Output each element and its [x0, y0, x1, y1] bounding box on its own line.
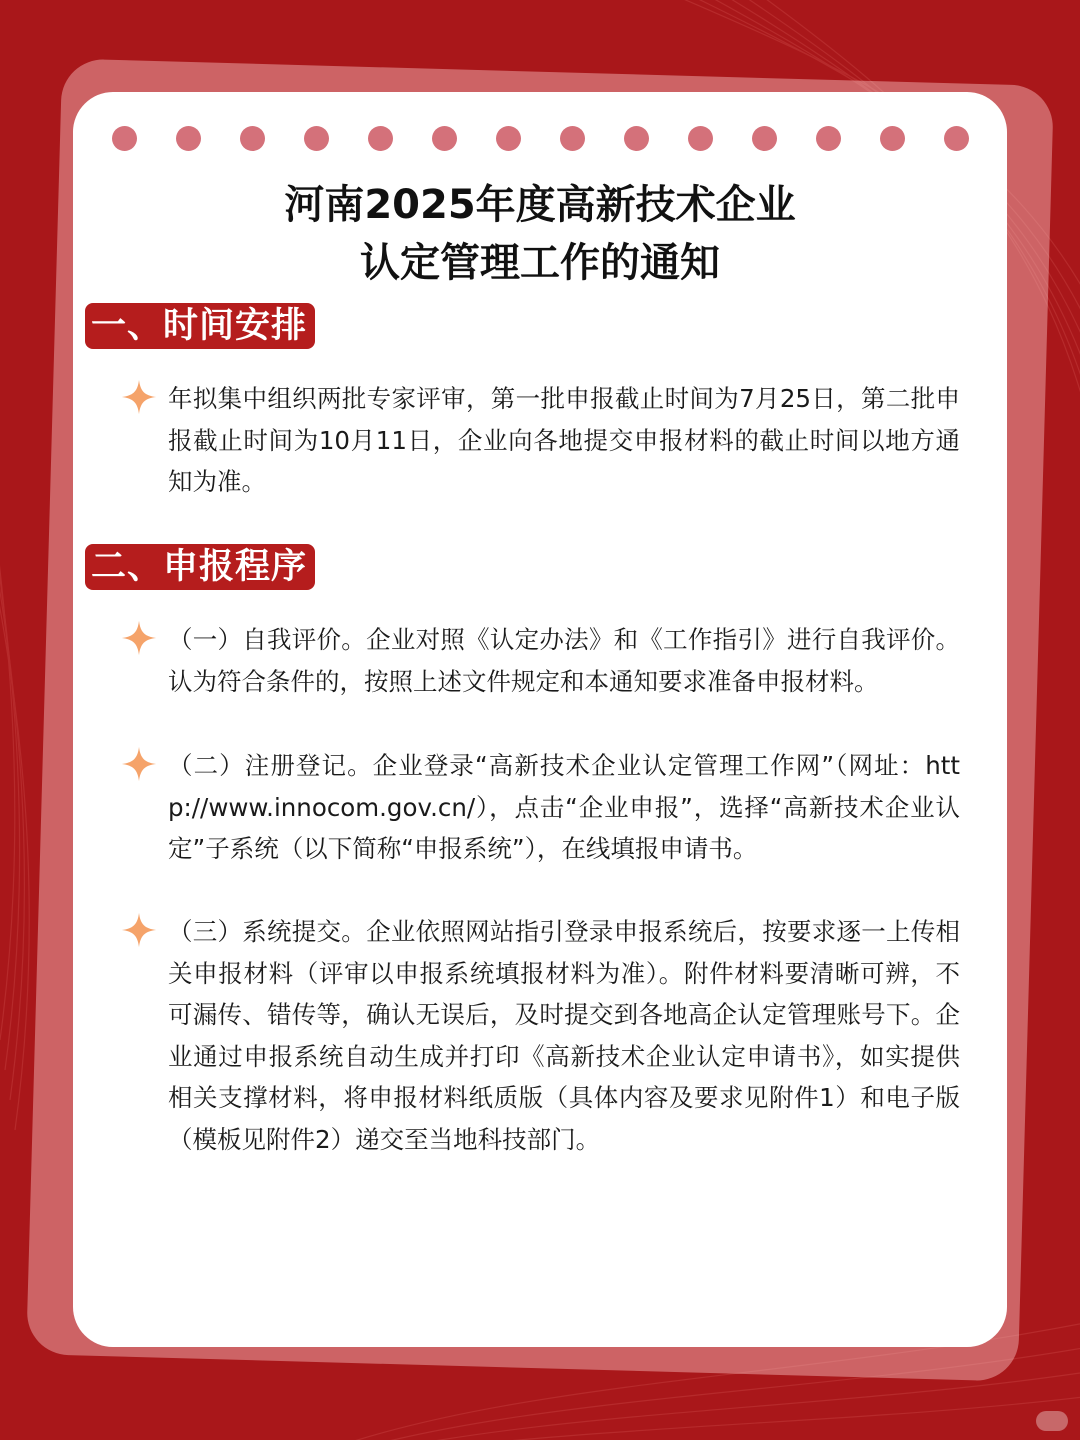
binder-dots [112, 126, 970, 152]
binder-dot [176, 126, 201, 151]
section-heading-procedure: 二、申报程序 [85, 544, 315, 590]
page-title-line-1: 河南2025年度高新技术企业 [284, 182, 796, 228]
binder-dot [752, 126, 777, 151]
binder-dot [560, 126, 585, 151]
list-item-text: （三）系统提交。企业依照网站指引登录申报系统后，按要求逐一上传相关申报材料（评审以申报系统填报材料为准）。附件材料要清晰可辨，不可漏传、错传等，确认无误后，及时提交到各地高企认定管理账号下。企业通过申报系统自动生成并打印《高新技术企业认定申请书》，如实提供相关支撑材料，将申报材料纸质版（具体内容及要求见附件1）和电子版（模板见附件2）递交至当地科技部门。 [168, 917, 960, 1154]
section-heading-schedule: 一、时间安排 [85, 303, 315, 349]
binder-dot [688, 126, 713, 151]
list-item-text: （二）注册登记。企业登录“高新技术企业认定管理工作网”（网址：http://www.innocom.gov.cn/），点击“企业申报”，选择“高新技术企业认定”子系统（以下简称“申报系统”），在线填报申请书。 [168, 751, 960, 863]
binder-dot [624, 126, 649, 151]
binder-dot [240, 126, 265, 151]
binder-dot [368, 126, 393, 151]
binder-dot [432, 126, 457, 151]
binder-dot [112, 126, 137, 151]
binder-dot [816, 126, 841, 151]
page-title-line-2: 认定管理工作的通知 [360, 240, 720, 286]
list-item-text: （一）自我评价。企业对照《认定办法》和《工作指引》进行自我评价。认为符合条件的，按照上述文件规定和本通知要求准备申报材料。 [168, 625, 960, 696]
binder-dot [496, 126, 521, 151]
watermark-logo [1036, 1411, 1068, 1431]
four-point-star-icon [120, 619, 158, 657]
four-point-star-icon [120, 911, 158, 949]
binder-dot [944, 126, 969, 151]
four-point-star-icon [120, 378, 158, 416]
binder-dot [880, 126, 905, 151]
binder-dot [304, 126, 329, 151]
list-item-text: 年拟集中组织两批专家评审，第一批申报截止时间为7月25日，第二批申报截止时间为10月11日，企业向各地提交申报材料的截止时间以地方通知为准。 [168, 384, 960, 496]
page-title [73, 176, 1007, 292]
four-point-star-icon [120, 745, 158, 783]
